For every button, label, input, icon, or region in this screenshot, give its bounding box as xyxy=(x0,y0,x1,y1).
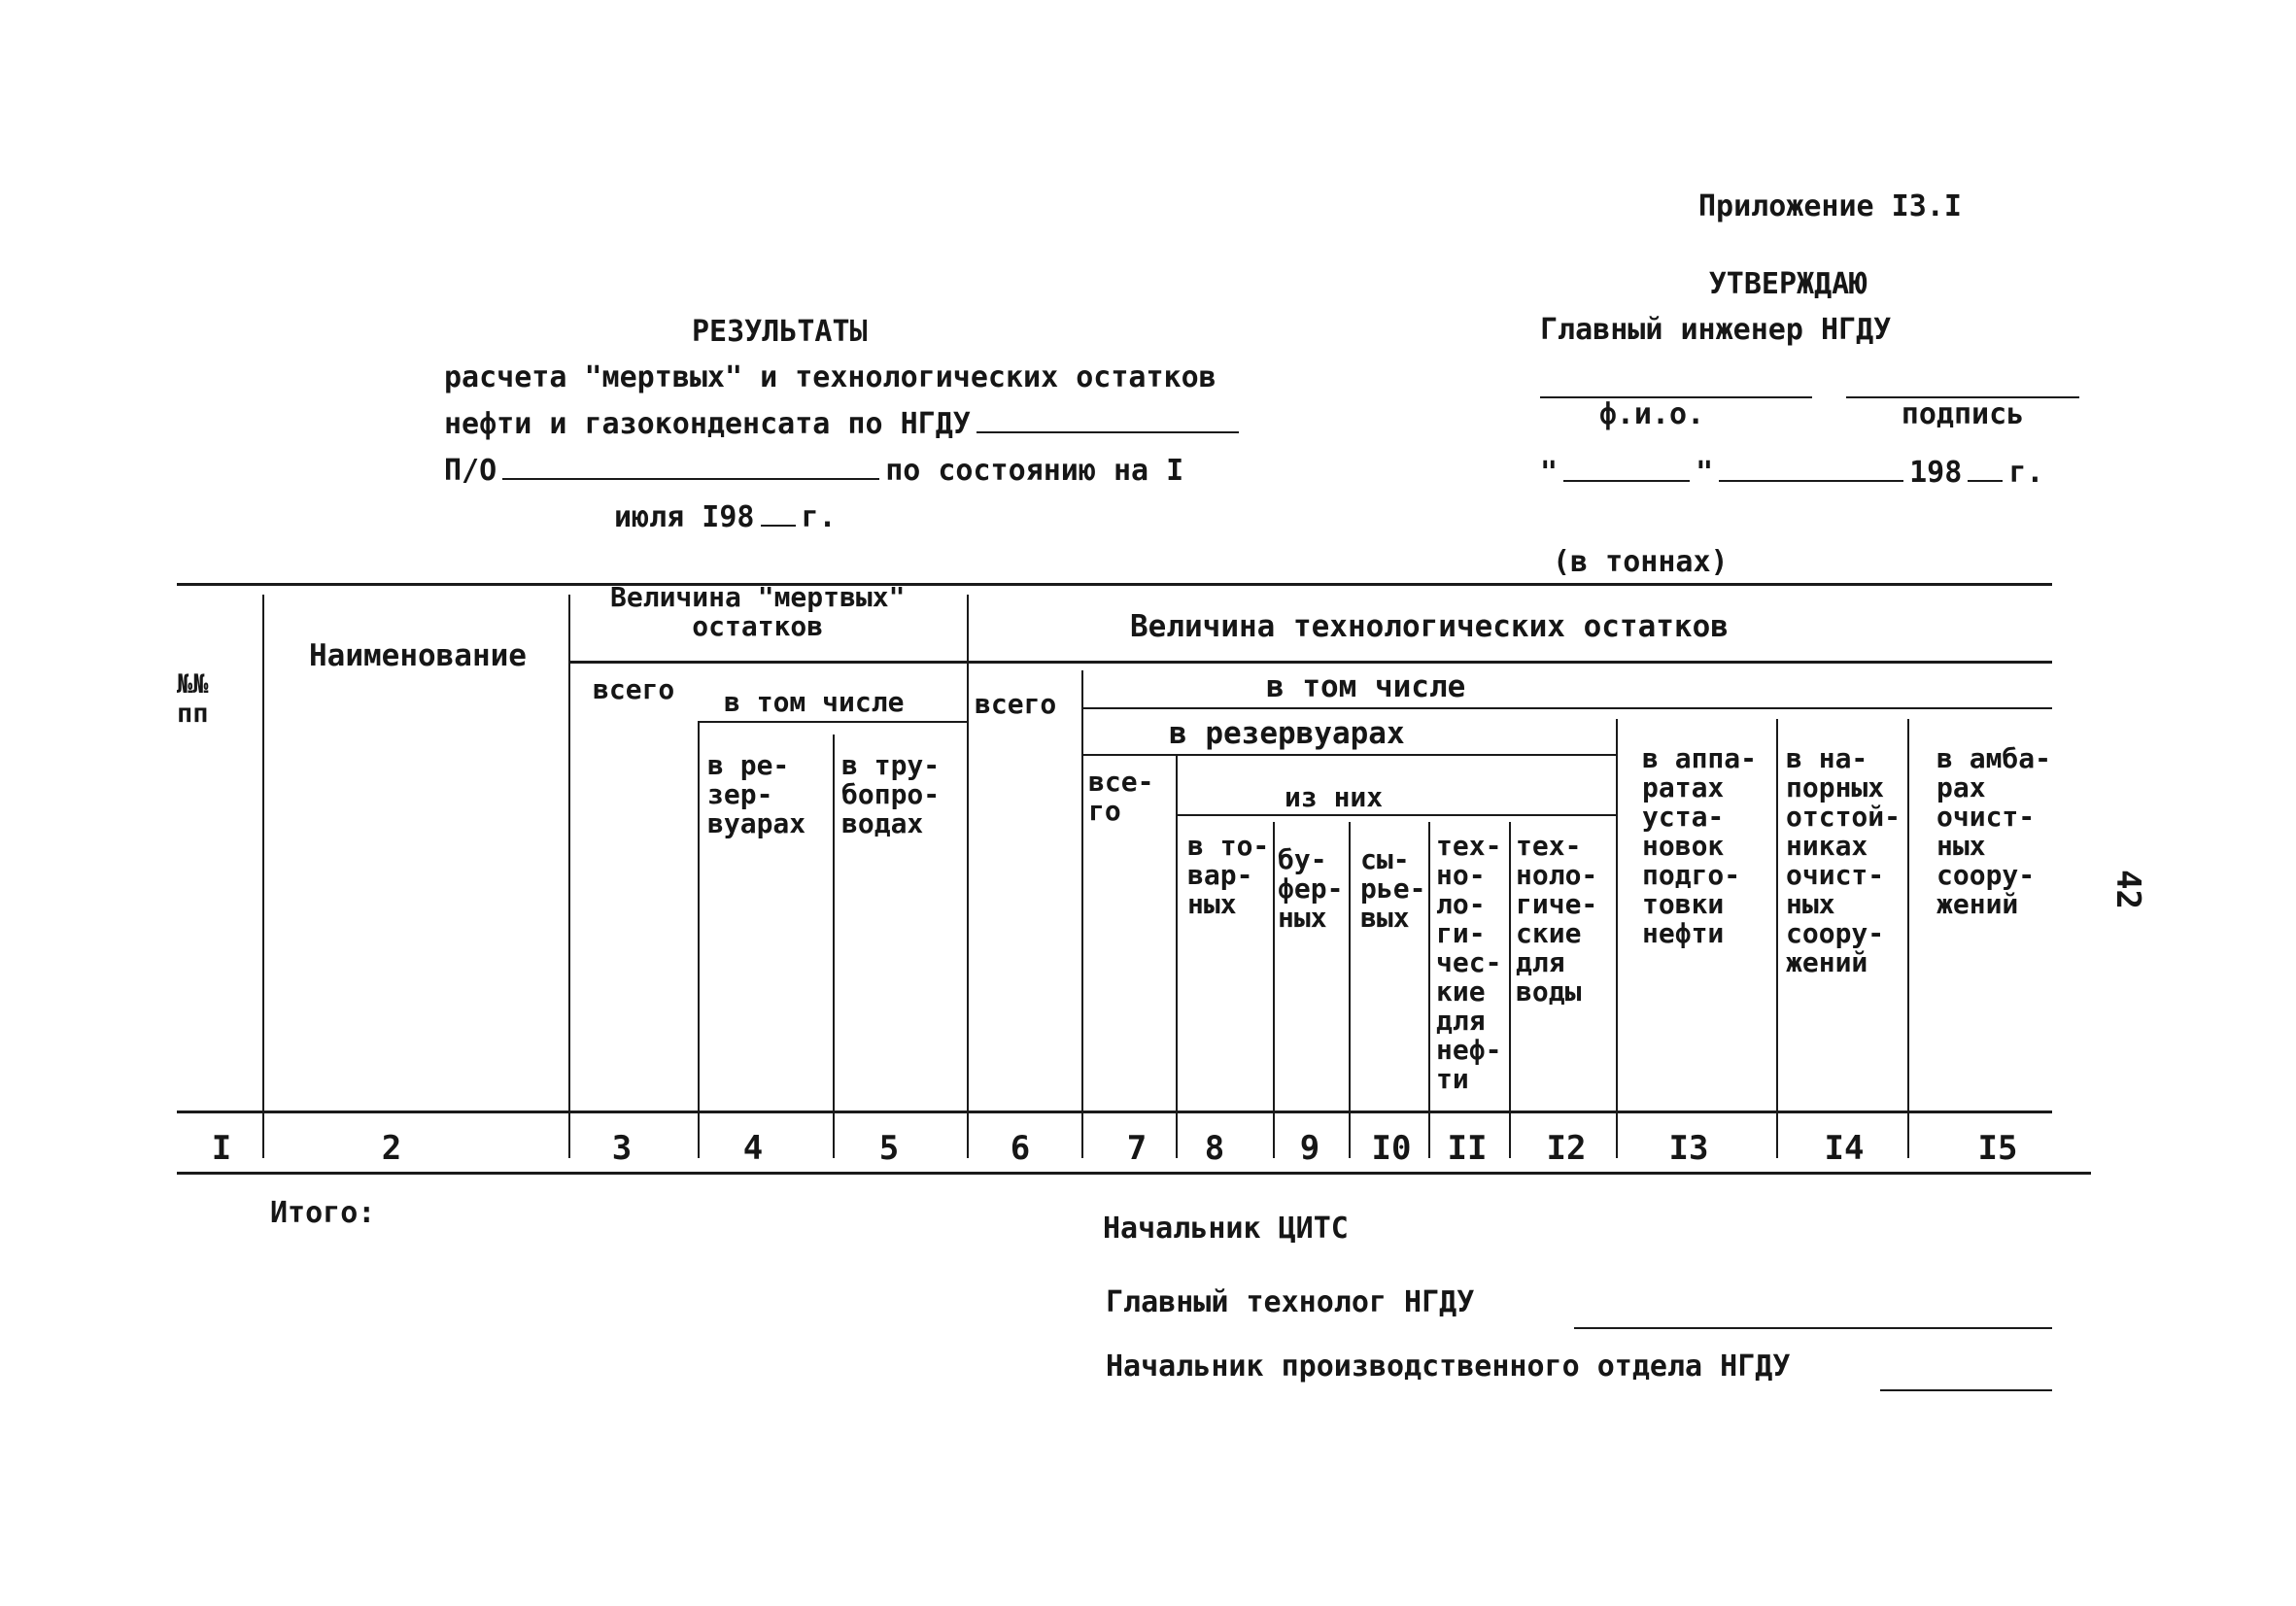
col-number: 7 xyxy=(1126,1129,1148,1168)
july-year-suffix: г. xyxy=(801,500,837,534)
date-quote-close: " xyxy=(1696,456,1714,490)
vline-14 xyxy=(1907,719,1909,1158)
signature-cits: Начальник ЦИТС xyxy=(1103,1212,1349,1246)
date-quote-open: " xyxy=(1540,456,1559,490)
date-day-blank xyxy=(1563,459,1690,482)
vline-12 xyxy=(1616,719,1618,1158)
heading-line-2 xyxy=(444,408,1245,440)
dead-group-header: Величина "мертвых" остатков xyxy=(610,581,906,642)
heading-line-2-text: нефти и газоконденсата по НГДУ xyxy=(444,407,971,441)
col-number: 3 xyxy=(611,1129,633,1168)
production-sign-line xyxy=(1880,1389,2052,1391)
state-date-label: по состоянию на I xyxy=(885,454,1184,488)
dead-group-underline xyxy=(568,661,967,664)
col-number: 2 xyxy=(381,1129,402,1168)
vline-4 xyxy=(833,735,835,1158)
vline-5 xyxy=(967,595,969,1158)
col-number: 6 xyxy=(1010,1129,1031,1168)
total-label: Итого: xyxy=(270,1196,376,1230)
technologist-sign-line xyxy=(1574,1327,2052,1329)
in-tanks-underline xyxy=(1081,754,1616,756)
apparatus-header: в аппа- ратах уста- новок подго- товки нефти xyxy=(1642,742,1758,949)
july-year-blank xyxy=(761,503,796,527)
heading-line-1: расчета "мертвых" и технологических остатков xyxy=(444,360,1217,394)
col-name-header: Наименование xyxy=(309,638,527,673)
vline-9 xyxy=(1349,822,1351,1158)
col-no-header: №№ пп xyxy=(177,669,209,729)
header-bottom-line xyxy=(177,1111,2052,1113)
settlers-header: в на- порных отстой- никах очист- ных соору- жений xyxy=(1786,742,1902,978)
col-number: I2 xyxy=(1546,1129,1587,1168)
vline-8 xyxy=(1273,822,1275,1158)
sign-label: подпись xyxy=(1901,397,2025,431)
tech-oil-header: тех- но- ло- ги- чес- кие для неф- ти xyxy=(1436,830,1502,1095)
col-number: I4 xyxy=(1824,1129,1865,1168)
dead-tanks-header: в ре- зер- вуарах xyxy=(707,749,806,839)
vline-2 xyxy=(568,595,570,1158)
po-blank xyxy=(502,457,879,480)
commodity-header: в то- вар- ных xyxy=(1187,830,1270,920)
buffer-header: бу- фер- ных xyxy=(1278,843,1344,934)
tech-water-header: тех- ноло- гиче- ские для воды xyxy=(1516,830,1598,1008)
ngdu-blank xyxy=(977,410,1239,433)
tech-group-underline xyxy=(967,661,2052,664)
date-year: 198 xyxy=(1909,456,1963,490)
dead-pipes-header: в тру- бопро- водах xyxy=(841,749,941,839)
units-label: (в тоннах) xyxy=(1553,545,1729,579)
heading-line-4 xyxy=(614,501,837,533)
in-tanks-header: в резервуарах xyxy=(1169,716,1405,751)
pits-header: в амба- рах очист- ных соору- жений xyxy=(1936,742,2052,920)
table-top-line xyxy=(177,583,2052,586)
dead-incl-underline xyxy=(698,721,967,723)
page-number: 42 xyxy=(2108,870,2147,909)
document-title: РЕЗУЛЬТАТЫ xyxy=(692,315,868,349)
approval-title: УТВЕРЖДАЮ xyxy=(1708,267,1868,301)
tech-total-header: всего xyxy=(975,688,1057,720)
approval-date xyxy=(1540,457,2043,489)
col-number: I xyxy=(211,1129,232,1168)
date-year-suffix: г. xyxy=(2008,456,2044,490)
numbers-bottom-line xyxy=(177,1172,2091,1175)
vline-10 xyxy=(1428,822,1430,1158)
tech-group-header: Величина технологических остатков xyxy=(1130,609,1729,644)
dead-total-header: всего xyxy=(593,673,675,705)
col-number: 9 xyxy=(1299,1129,1320,1168)
vline-6 xyxy=(1081,670,1083,1158)
date-year-blank xyxy=(1968,459,2003,482)
vline-3 xyxy=(698,721,700,1158)
july-year: июля I98 xyxy=(614,500,755,534)
dead-incl-header: в том числе xyxy=(724,686,905,718)
po-label: П/О xyxy=(444,454,497,488)
heading-line-3 xyxy=(444,455,1183,487)
col-number: II xyxy=(1447,1129,1488,1168)
vline-11 xyxy=(1509,822,1511,1158)
col-number: I3 xyxy=(1668,1129,1709,1168)
raw-header: сы- рье- вых xyxy=(1360,843,1426,934)
vline-1 xyxy=(262,595,264,1158)
fio-label: ф.и.о. xyxy=(1598,397,1705,431)
date-month-blank xyxy=(1719,459,1903,482)
col-number: 4 xyxy=(742,1129,764,1168)
of-them-header: из них xyxy=(1285,781,1384,813)
of-them-underline xyxy=(1176,814,1616,816)
signature-technologist: Главный технолог НГДУ xyxy=(1106,1285,1475,1319)
tech-incl-header: в том числе xyxy=(1266,669,1466,704)
col-number: 8 xyxy=(1204,1129,1225,1168)
signature-production-head: Начальник производственного отдела НГДУ xyxy=(1106,1350,1791,1384)
approval-position: Главный инженер НГДУ xyxy=(1540,313,1892,347)
col-number: I5 xyxy=(1977,1129,2018,1168)
vline-7 xyxy=(1176,754,1178,1158)
col-number: I0 xyxy=(1371,1129,1412,1168)
tanks-total-header: все- го xyxy=(1088,766,1154,827)
col-number: 5 xyxy=(878,1129,900,1168)
appendix-label: Приложение I3.I xyxy=(1698,189,1962,223)
vline-13 xyxy=(1776,719,1778,1158)
tech-incl-underline xyxy=(1081,707,2052,709)
